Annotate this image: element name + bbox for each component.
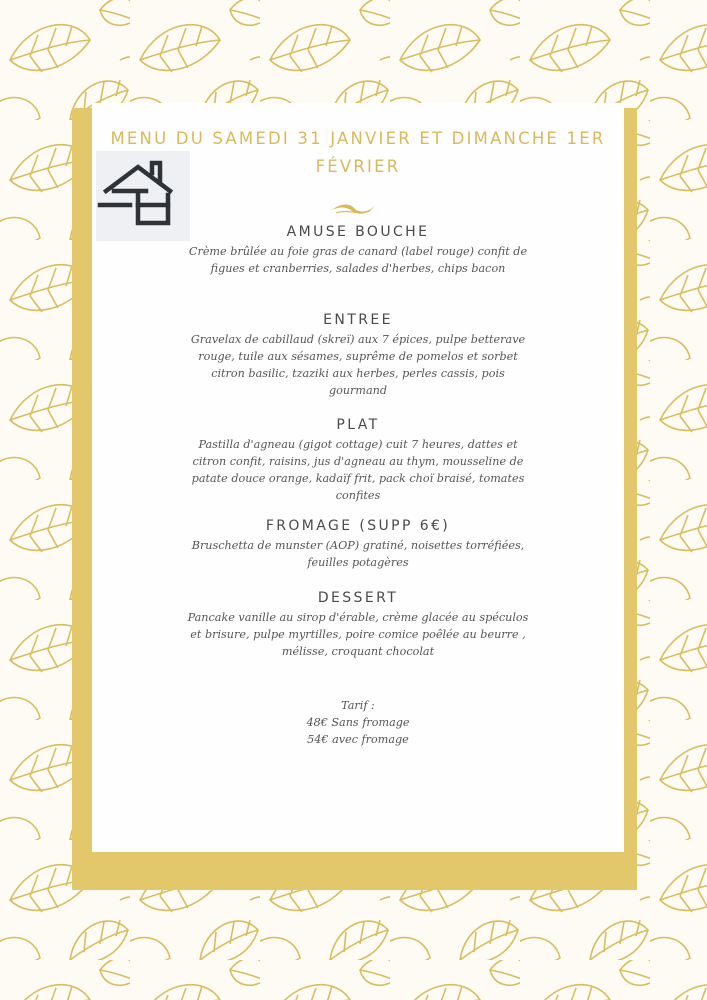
section-heading: ENTREE	[323, 312, 393, 328]
section-heading: FROMAGE (SUPP 6€)	[265, 518, 451, 534]
section-amuse-bouche	[92, 223, 624, 277]
section-description: Bruschetta de munster (AOP) gratiné, noisettes torréfiées, feuilles potagères	[191, 539, 525, 569]
price-with-cheese: 54€ avec fromage	[307, 733, 409, 746]
tarif-block	[92, 697, 624, 748]
section-description: Crème brûlée au foie gras de canard (label rouge) confit de figues et cranberries, salades d'herbes, chips bacon	[188, 245, 528, 275]
price-without-cheese: 48€ Sans fromage	[306, 716, 410, 729]
section-dessert	[92, 589, 624, 660]
menu-title-line1: MENU DU SAMEDI 31 JANVIER ET DIMANCHE 1ER	[110, 129, 606, 148]
section-heading: AMUSE BOUCHE	[286, 224, 430, 240]
section-description: Pastilla d'agneau (gigot cottage) cuit 7 heures, dattes et citron confit, raisins, jus d'agneau au thym, mousseline de patate douce orange, kadaïf frit, pack choï braisé, tomates confites	[191, 438, 525, 502]
menu-title-line2: FÉVRIER	[315, 157, 401, 176]
menu-card	[92, 103, 624, 852]
tarif-label: Tarif :	[341, 699, 375, 712]
section-description: Gravelax de cabillaud (skreï) aux 7 épices, pulpe betterave rouge, tuile aux sésames, suprême de pomelos et sorbet citron basilic, tzaziki aux herbes, perles cassis, pois gourmand	[190, 333, 526, 397]
section-description: Pancake vanille au sirop d'érable, crème glacée au spéculos et brisure, pulpe myrtilles, poire comice poêlée au beurre , mélisse, croquant chocolat	[187, 611, 529, 658]
section-heading: PLAT	[336, 417, 380, 433]
flourish-ornament-icon	[330, 201, 376, 217]
section-heading: DESSERT	[317, 590, 399, 606]
section-entree	[92, 311, 624, 399]
section-plat	[92, 416, 624, 504]
section-fromage	[92, 517, 624, 571]
